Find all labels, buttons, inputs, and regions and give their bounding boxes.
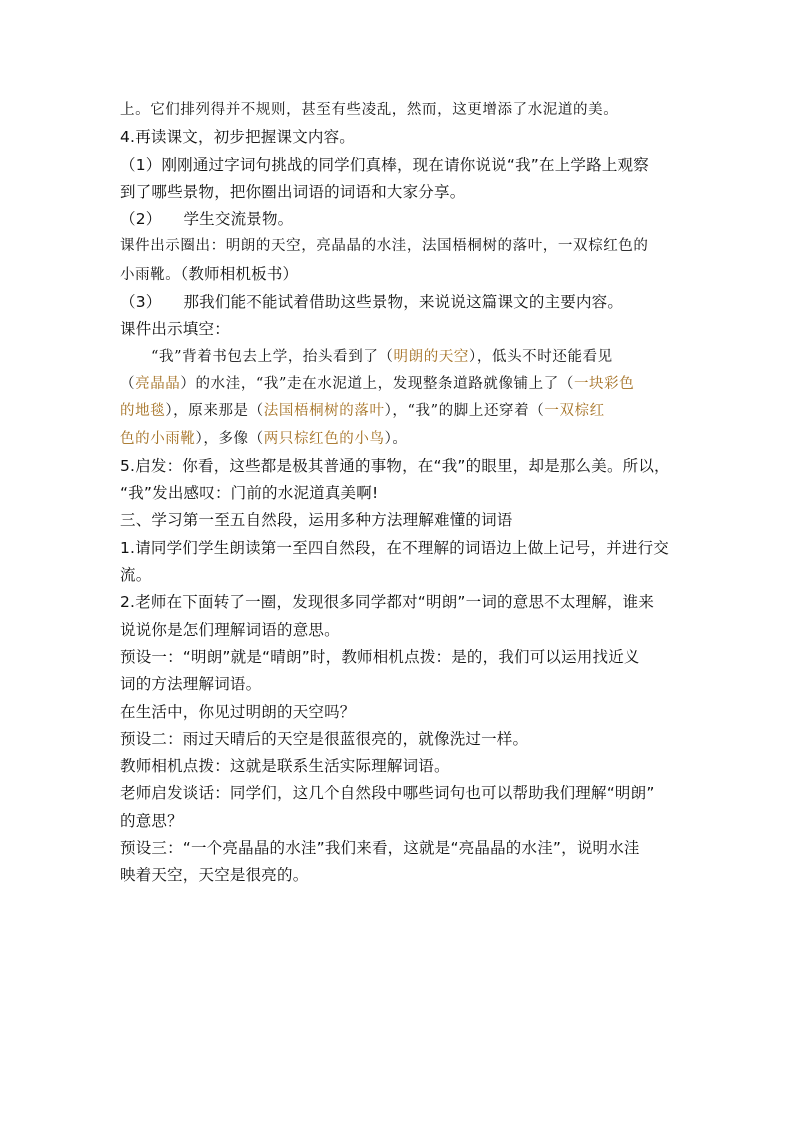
paragraph-line: 2.老师在下面转了一圈，发现很多同学都对“明朗”一词的意思不太理解，谁来 <box>120 593 655 612</box>
paragraph-line: 预设二：雨过天晴后的天空是很蓝很亮的，就像洗过一样。 <box>120 729 529 748</box>
paragraph-line: 教师相机点拨：这就是联系生活实际理解词语。 <box>120 757 450 776</box>
paragraph-line: （1）刚刚通过字词句挑战的同学们真棒，现在请你说说“我”在上学路上观察 <box>120 155 649 174</box>
paragraph-line: 映着天空，天空是很亮的。 <box>120 866 309 885</box>
fill-text: “我”背着书包去上学，抬头看到了（ <box>151 348 394 365</box>
paragraph-line: 课件出示圈出：明朗的天空，亮晶晶的水洼，法国梧桐树的落叶，一双棕红色的 <box>120 238 649 255</box>
fill-text: ）的水洼，“我”走在水泥道上，发现整条道路就像铺上了（ <box>180 375 574 392</box>
fill-answer: 明朗的天空 <box>393 348 470 365</box>
fill-blank-line <box>120 371 680 398</box>
section-heading: 三、学习第一至五自然段，运用多种方法理解难懂的词语 <box>120 511 513 530</box>
fill-blank-line <box>120 398 680 425</box>
fill-answer: 一块彩色 <box>573 375 635 392</box>
fill-text: ）。 <box>384 430 408 447</box>
fill-text: ），低头不时还能看见 <box>469 348 613 365</box>
fill-answer: 一双棕红 <box>544 403 605 420</box>
fill-text: ），“我”的脚上还穿着（ <box>384 403 545 420</box>
item-text: 小雨靴。 <box>120 266 181 283</box>
item-note: （教师相机板书） <box>180 264 299 283</box>
fill-answer: 两只棕红色的小鸟 <box>263 430 385 447</box>
fill-text: ），多像（ <box>195 430 264 447</box>
fill-text: ），原来那是（ <box>165 403 264 420</box>
step-5-paragraph: 5.启发：你看，这些都是极其普通的事物，在“我”的眼里，却是那么美。所以， <box>120 456 670 475</box>
fill-blank-line <box>120 344 680 371</box>
document-body <box>120 97 680 890</box>
fill-answer: 法国梧桐树的落叶 <box>263 403 385 420</box>
fill-answer: 色的小雨靴 <box>120 430 196 447</box>
item-text: 学生交流景物。 <box>183 210 294 229</box>
paragraph-line: 课件出示填空： <box>120 320 230 339</box>
paragraph-line: 说说你是怎们理解词语的意思。 <box>120 620 340 639</box>
paragraph-line: 老师启发谈话：同学们，这几个自然段中哪些词句也可以帮助我们理解“明朗” <box>120 784 655 803</box>
fill-blank-line <box>120 426 680 453</box>
paragraph-line: 预设三：“一个亮晶晶的水洼”我们来看，这就是“亮晶晶的水洼”，说明水洼 <box>120 839 640 858</box>
paragraph-line: 1.请同学们学生朗读第一至四自然段，在不理解的词语边上做上记号，并进行交 <box>120 538 669 557</box>
item-number: （2） <box>120 210 162 229</box>
fill-text: （ <box>120 375 136 392</box>
paragraph-line: 在生活中，你见过明朗的天空吗？ <box>120 702 356 721</box>
paragraph-line: 词的方法理解词语。 <box>120 675 262 694</box>
paragraph-line <box>120 289 680 316</box>
item-text: 那我们能不能试着借助这些景物，来说说这篇课文的主要内容。 <box>183 293 624 312</box>
step-4-heading: 4.再读课文，初步把握课文内容。 <box>120 128 355 147</box>
paragraph-line: “我”发出感叹：门前的水泥道真美啊! <box>120 484 379 503</box>
paragraph-line <box>120 206 680 233</box>
paragraph-line: 流。 <box>120 566 152 585</box>
paragraph-line: 上。它们排列得并不规则，甚至有些凌乱，然而，这更增添了水泥道的美。 <box>120 102 619 118</box>
paragraph-line: 到了哪些景物，把你圈出词语的词语和大家分享。 <box>120 182 466 201</box>
paragraph-line: 的意思？ <box>120 811 183 830</box>
paragraph-line <box>120 261 680 289</box>
fill-answer: 的地毯 <box>120 403 166 420</box>
fill-answer: 亮晶晶 <box>135 375 181 392</box>
paragraph-line: 预设一：“明朗”就是“晴朗”时，教师相机点拨：是的，我们可以运用找近义 <box>120 647 640 666</box>
item-number: （3） <box>120 293 162 312</box>
